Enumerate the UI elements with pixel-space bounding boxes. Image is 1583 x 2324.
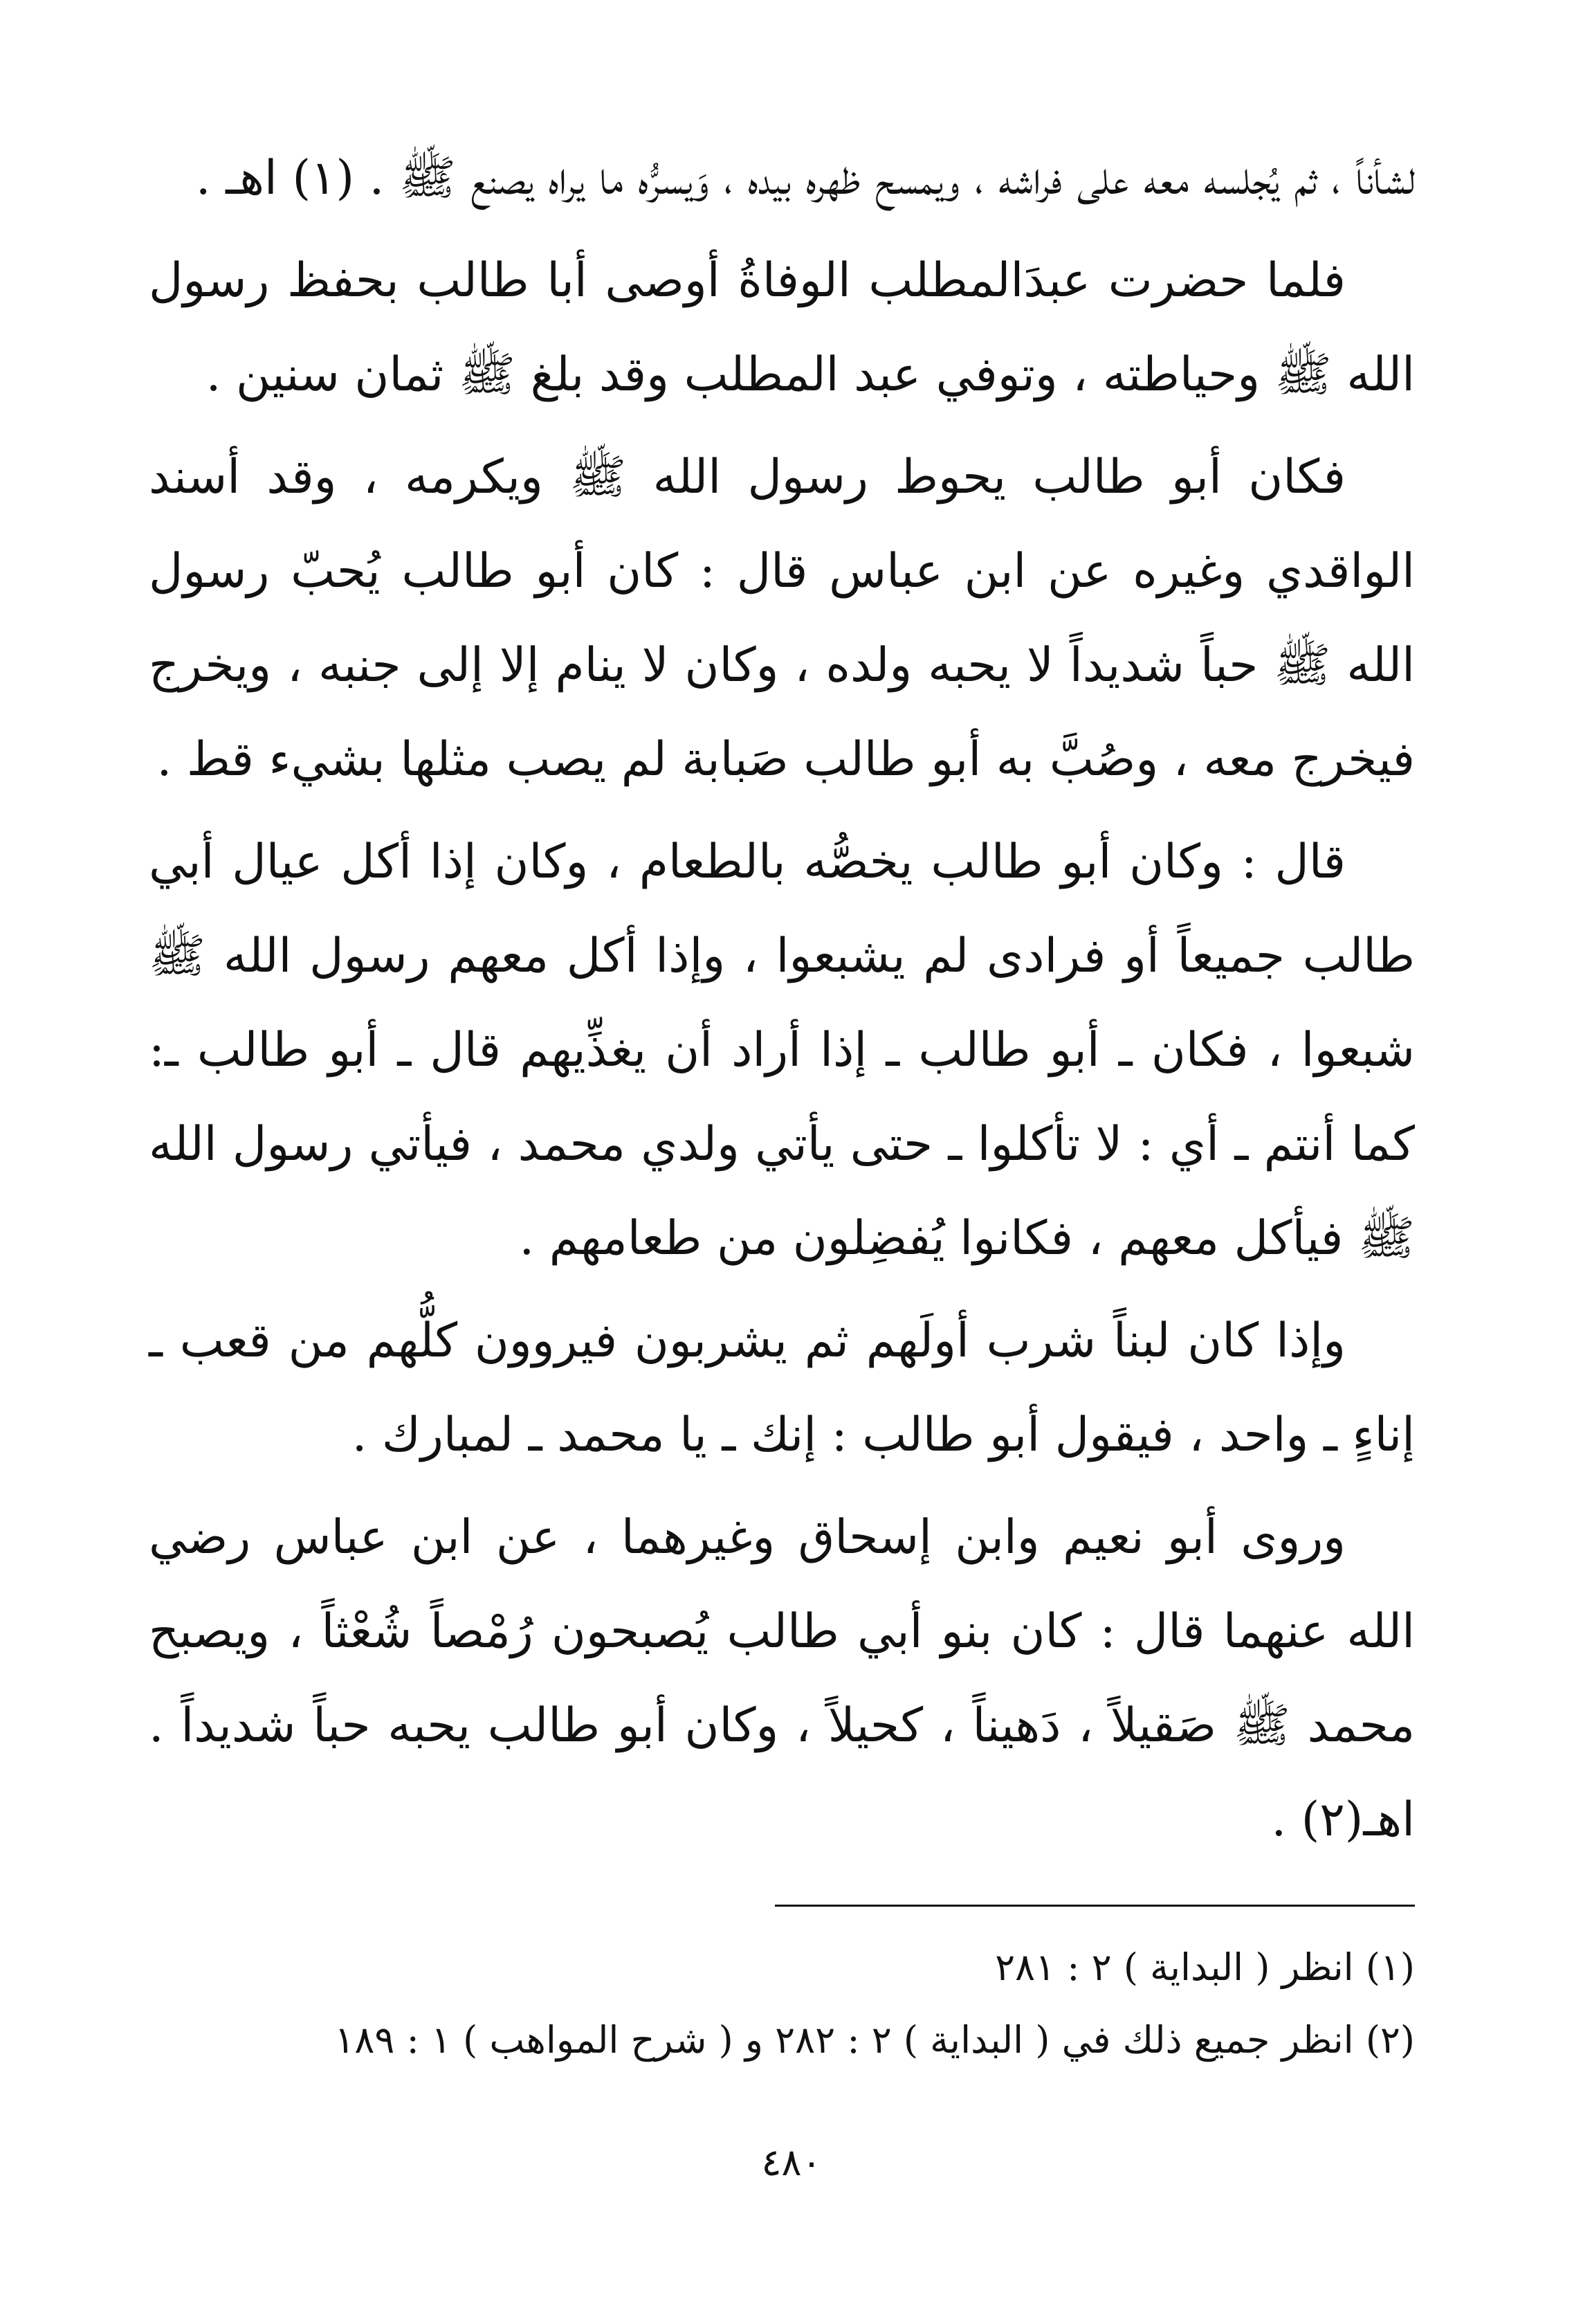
paragraph-3: فكان أبو طالب يحوط رسول الله ﷺ ويكرمه ، وقد أسند الواقدي وغيره عن ابن عباس قال : كان أبو طالب يُحبّ رسول الله ﷺ حباً شديداً لا يحبه ولده ، وكان لا ينام إلا إلى جنبه ، ويخرج فيخرج معه ، وصُبَّ به أبو طالب صَبابة لم يصب مثلها بشيء قط . [149,450,1415,787]
paragraph-5: وإذا كان لبناً شرب أولَهم ثم يشربون فيروون كلُّهم من قعب ـ إناءٍ ـ واحد ، فيقول أبو طالب : إنك ـ يا محمد ـ لمبارك . [149,1314,1415,1462]
page-number: ٤٨٠ [761,2141,822,2184]
footnote-2: (٢) انظر جميع ذلك في ( البداية ) ٢ : ٢٨٢ و ( شرح المواهب ) ١ : ١٨٩ [334,2018,1415,2062]
footnotes [149,1931,1415,2076]
paragraph-1: لشأناً ، ثم يُجلسه معه على فراشه ، ويمسح ظهره بيده ، وَيسرُّه ما يراه يصنع ﷺ . (١) اهـ . [195,151,1415,206]
paragraph-4: قال : وكان أبو طالب يخصُّه بالطعام ، وكان إذا أكل عيال أبي طالب جميعاً أو فرادى لم يشبعوا ، وإذا أكل معهم رسول الله ﷺ شبعوا ، فكان ـ أبو طالب ـ إذا أراد أن يغذِّيهم قال ـ أبو طالب ـ: كما أنتم ـ أي : لا تأكلوا ـ حتى يأتي ولدي محمد ، فيأتي رسول الله ﷺ فيأكل معهم ، فكانوا يُفضِلون من طعامهم . [149,835,1415,1266]
paragraph-6: وروى أبو نعيم وابن إسحاق وغيرهما ، عن ابن عباس رضي الله عنهما قال : كان بنو أبي طالب يُصبحون رُمْصاً شُعْثاً ، ويصبح محمد ﷺ صَقيلاً ، دَهيناً ، كحيلاً ، وكان أبو طالب يحبه حباً شديداً . اهـ(٢) . [149,1510,1415,1847]
main-text [149,131,1415,1876]
footnote-1: (١) انظر ( البداية ) ٢ : ٢٨١ [995,1945,1415,1989]
paragraph-2: فلما حضرت عبدَالمطلب الوفاةُ أوصى أبا طالب بحفظ رسول الله ﷺ وحياطته ، وتوفي عبد المطلب وقد بلغ ﷺ ثمان سنين . [149,253,1415,402]
footnote-divider [775,1905,1415,1907]
